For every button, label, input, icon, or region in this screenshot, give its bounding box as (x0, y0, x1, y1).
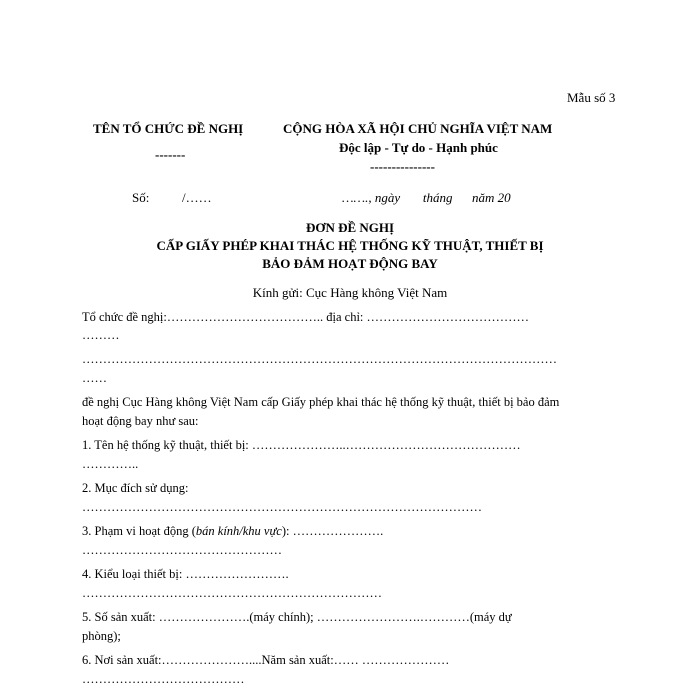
org-header-dashes: ------- (155, 147, 186, 162)
form-number: Mẫu số 3 (567, 90, 616, 105)
item-1-system-name: 1. Tên hệ thống kỹ thuật, thiết bị: …………………..…………………………………… (82, 438, 521, 452)
date-line: ……., ngày tháng năm 20 (342, 190, 511, 205)
item-4-dots: ……………………………………………………………… (82, 586, 382, 600)
address-dots-line-cont: …… (82, 371, 107, 385)
request-line-1: đề nghị Cục Hàng không Việt Nam cấp Giấy phép khai thác hệ thống kỹ thuật, thiết bị bảo đảm (82, 395, 560, 409)
document-title-line1: ĐƠN ĐỀ NGHỊ (305, 220, 395, 235)
nation-motto: Độc lập - Tự do - Hạnh phúc (339, 140, 498, 155)
item-5-cont: phòng); (82, 629, 121, 643)
item-2-dots: …………………………………………………………………………………… (82, 500, 482, 514)
address-dots-line: …………………………………………………………………………………………………… (82, 352, 557, 366)
item-4-device-type: 4. Kiểu loại thiết bị: ……………………. (82, 567, 289, 581)
document-title-line3: BẢO ĐẢM HOẠT ĐỘNG BAY (262, 256, 438, 271)
recipient-line: Kính gửi: Cục Hàng không Việt Nam (252, 285, 448, 300)
item-5-serial: 5. Số sản xuất: ………………….(máy chính); …………………….…………(máy dự (82, 610, 512, 624)
item-3-prefix: 3. Phạm vi hoạt động ( (82, 524, 196, 538)
nation-header-dashes: --------------- (370, 159, 435, 174)
item-6-cont: ………………………………… (82, 672, 245, 686)
item-2-purpose: 2. Mục đích sử dụng: (82, 481, 189, 495)
number-value: /…… (182, 190, 212, 205)
item-3-scope (82, 524, 383, 539)
item-3-cont: ………………………………………… (82, 543, 282, 557)
item-3-suffix: ): …………………. (281, 524, 384, 538)
document-title-line2: CẤP GIẤY PHÉP KHAI THÁC HỆ THỐNG KỸ THUẬT, THIẾT BỊ (156, 238, 544, 253)
number-label: Số: (132, 190, 150, 205)
item-1-cont: ………….. (82, 457, 139, 471)
item-6-origin: 6. Nơi sản xuất:…………………....Năm sản xuất:…… ………………… (82, 653, 450, 667)
request-line-2: hoạt động bay như sau: (82, 414, 199, 428)
org-name-header: TÊN TỔ CHỨC ĐỀ NGHỊ (93, 121, 244, 136)
item-3-italic: bán kính/khu vực (195, 524, 282, 538)
nation-title: CỘNG HÒA XÃ HỘI CHỦ NGHĨA VIỆT NAM (283, 121, 553, 136)
org-info-line-cont: ……… (82, 328, 120, 342)
org-info-line: Tổ chức đề nghị:……………………………….. địa chỉ: ………………………………… (82, 310, 530, 324)
